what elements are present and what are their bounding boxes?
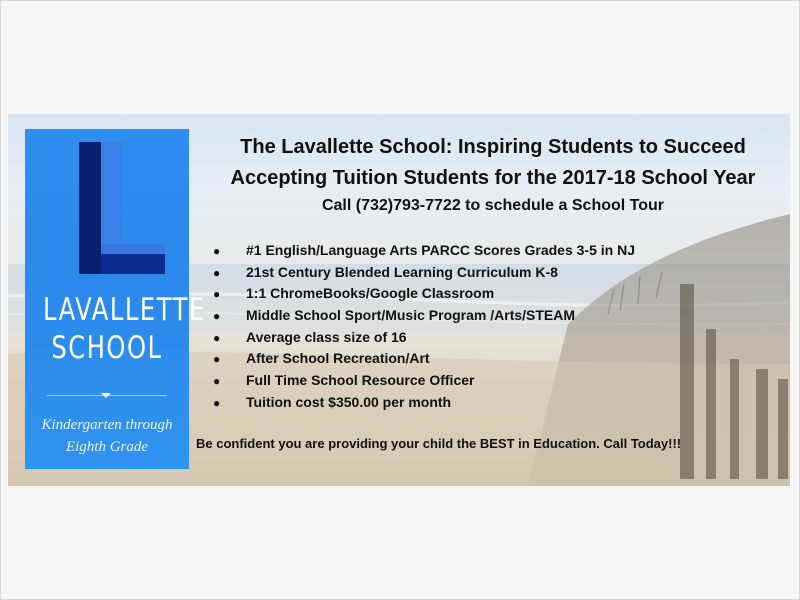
bullet-icon: ● xyxy=(213,244,221,258)
list-item xyxy=(213,283,635,305)
list-item-text: Average class size of 16 xyxy=(246,328,407,345)
school-banner xyxy=(8,114,790,486)
list-item-text: 1:1 ChromeBooks/Google Classroom xyxy=(246,285,495,302)
headline-phone: Call (732)793-7722 to schedule a School Tour xyxy=(321,197,665,214)
closing-message: Be confident you are providing your child the BEST in Education. Call Today!!! xyxy=(196,436,682,451)
feature-list xyxy=(213,240,635,414)
list-item xyxy=(213,392,635,414)
bullet-icon: ● xyxy=(213,395,221,410)
list-item-text: Tuition cost $350.00 per month xyxy=(246,393,452,410)
bullet-icon: ● xyxy=(213,265,221,280)
list-item-text: #1 English/Language Arts PARCC Scores Grades 3-5 in NJ xyxy=(246,242,635,258)
list-item-text: 21st Century Blended Learning Curriculum K-8 xyxy=(246,263,558,280)
list-item xyxy=(213,348,635,370)
list-item xyxy=(213,240,635,262)
logo-name-line1: LAVALLETTE xyxy=(43,292,206,328)
list-item-text: Full Time School Resource Officer xyxy=(246,372,475,389)
bullet-icon: ● xyxy=(213,330,221,345)
bullet-icon: ● xyxy=(213,352,221,367)
headline-tuition: Accepting Tuition Students for the 2017-18 School Year xyxy=(230,167,756,189)
letter-l-mark xyxy=(79,142,165,274)
bullet-icon: ● xyxy=(213,374,221,389)
list-item xyxy=(213,370,635,392)
logo-tagline-line1: Kindergarten through xyxy=(41,417,173,433)
list-item xyxy=(213,305,635,327)
logo-caret xyxy=(101,393,111,398)
list-item-text: Middle School Sport/Music Program /Arts/STEAM xyxy=(246,307,576,324)
logo-name-line2: SCHOOL xyxy=(51,330,163,366)
logo-tagline-line2: Eighth Grade xyxy=(65,439,149,455)
list-item xyxy=(213,327,635,349)
school-logo xyxy=(25,129,206,469)
bullet-icon: ● xyxy=(213,287,221,302)
list-item-text: After School Recreation/Art xyxy=(246,350,430,367)
list-item xyxy=(213,262,635,284)
headline-title: The Lavallette School: Inspiring Students to Succeed xyxy=(240,136,746,158)
bullet-icon: ● xyxy=(213,309,221,324)
